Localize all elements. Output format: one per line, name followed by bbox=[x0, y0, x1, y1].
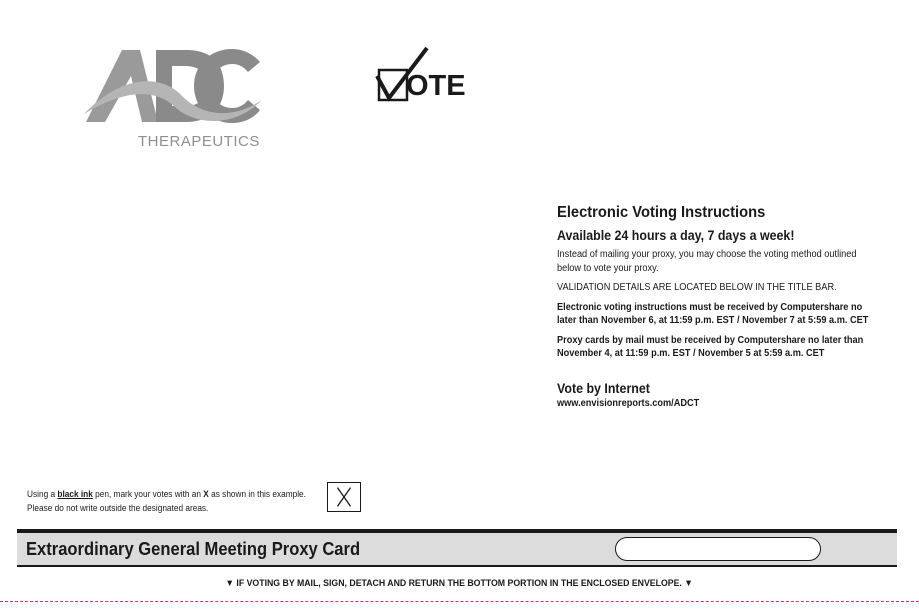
electronic-voting-instructions bbox=[557, 204, 897, 417]
vote-word: OTE bbox=[406, 70, 466, 102]
example-x-mark-icon bbox=[327, 482, 361, 512]
ink-note-text: pen, mark your votes with an bbox=[92, 489, 204, 499]
vote-by-internet-url[interactable]: www.envisionreports.com/ADCT bbox=[557, 398, 700, 409]
instructions-title: Electronic Voting Instructions bbox=[557, 204, 766, 221]
instructions-para-mailing: Instead of mailing your proxy, you may choose the voting method outlined below to vote your proxy. bbox=[557, 249, 857, 274]
logo-subtitle: THERAPEUTICS bbox=[138, 133, 260, 150]
ink-note-x: X bbox=[203, 489, 209, 499]
instructions-subtitle: Available 24 hours a day, 7 days a week! bbox=[557, 228, 795, 243]
proxy-card-title: Extraordinary General Meeting Proxy Card bbox=[26, 539, 361, 559]
instructions-para-validation: VALIDATION DETAILS ARE LOCATED BELOW IN THE TITLE BAR. bbox=[557, 282, 837, 293]
ink-note-text: as shown in this example. bbox=[208, 489, 306, 499]
instructions-para-mail-deadline: Proxy cards by mail must be received by Computershare no later than November 4, at 11:59 p.m. EST / November 5 at 5:59 a.m. CET bbox=[557, 334, 864, 359]
vote-by-internet-heading: Vote by Internet bbox=[557, 380, 650, 396]
ink-note-text: Using a bbox=[27, 489, 58, 499]
ink-note-black-ink: black ink bbox=[57, 489, 93, 499]
detach-instructions bbox=[0, 578, 919, 589]
detach-text: ▼ IF VOTING BY MAIL, SIGN, DETACH AND RETURN THE BOTTOM PORTION IN THE ENCLOSED ENVELOPE. ▼ bbox=[225, 578, 694, 589]
validation-details-field bbox=[615, 537, 821, 561]
ink-instructions bbox=[27, 487, 306, 515]
detach-line bbox=[0, 601, 919, 602]
instructions-para-electronic-deadline: Electronic voting instructions must be received by Computershare no later than November 6, at 11:59 p.m. EST / November 7 at 5:59 a.m. CET bbox=[557, 301, 869, 326]
ink-note-line2: Please do not write outside the designated areas. bbox=[27, 503, 209, 513]
